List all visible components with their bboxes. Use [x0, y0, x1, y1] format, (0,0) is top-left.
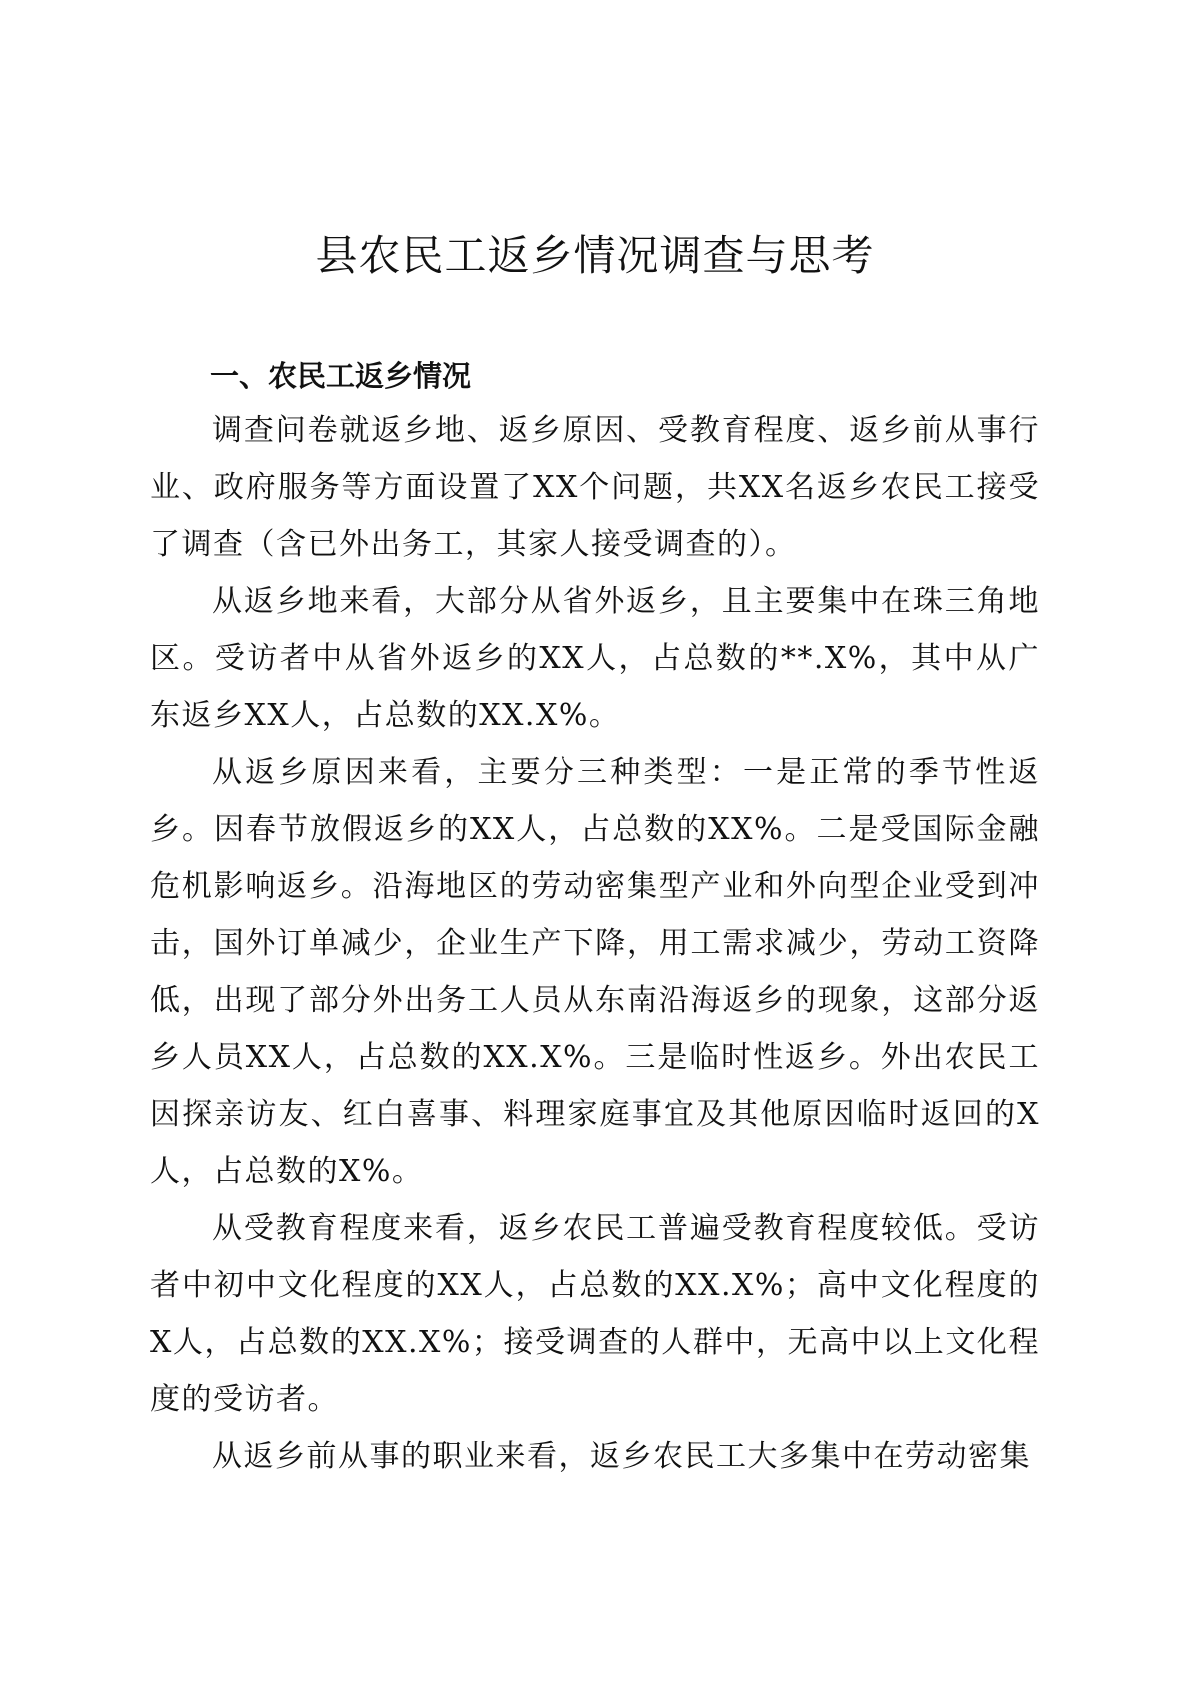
body-text: [150, 402, 1040, 1485]
paragraph-return-reasons: 从返乡原因来看，主要分三种类型：一是正常的季节性返乡。因春节放假返乡的XX人，占总数的XX%。二是受国际金融危机影响返乡。沿海地区的劳动密集型产业和外向型企业受到冲击，国外订单减少，企业生产下降，用工需求减少，劳动工资降低，出现了部分外出务工人员从东南沿海返乡的现象，这部分返乡人员XX人，占总数的XX.X%。三是临时性返乡。外出农民工因探亲访友、红白喜事、料理家庭事宜及其他原因临时返回的X人，占总数的X%。: [150, 755, 1040, 1189]
paragraph-return-origin: 从返乡地来看，大部分从省外返乡，且主要集中在珠三角地区。受访者中从省外返乡的XX人，占总数的**.X%，其中从广东返乡XX人，占总数的XX.X%。: [150, 584, 1040, 733]
document-title: 县农民工返乡情况调查与思考: [315, 231, 875, 280]
paragraph-survey-overview: 调查问卷就返乡地、返乡原因、受教育程度、返乡前从事行业、政府服务等方面设置了XX个问题，共XX名返乡农民工接受了调查（含已外出务工，其家人接受调查的）。: [150, 413, 1040, 562]
paragraph-occupation: 从返乡前从事的职业来看，返乡农民工大多集中在劳动密集: [212, 1439, 1031, 1474]
paragraph-education: 从受教育程度来看，返乡农民工普遍受教育程度较低。受访者中初中文化程度的XX人，占总数的XX.X%；高中文化程度的X人，占总数的XX.X%；接受调查的人群中，无高中以上文化程度的受访者。: [150, 1211, 1040, 1417]
section-heading: 一、农民工返乡情况: [210, 359, 472, 393]
